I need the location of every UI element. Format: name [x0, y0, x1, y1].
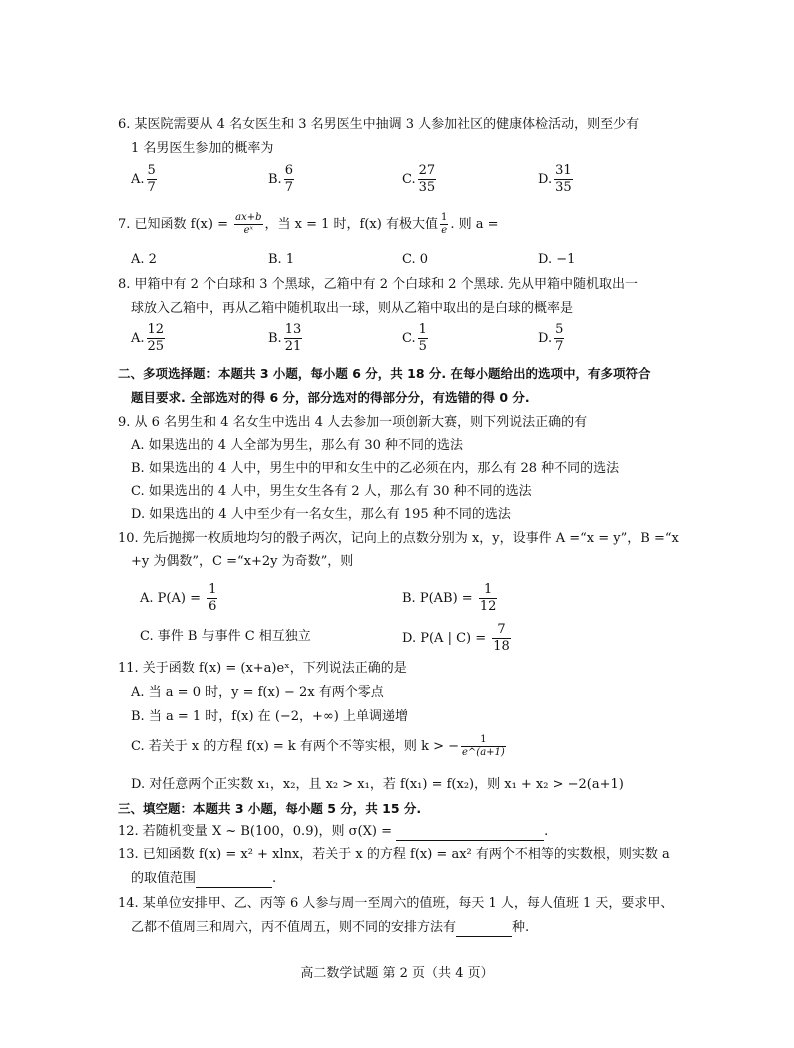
- fraction: [284, 163, 294, 196]
- fraction: [207, 582, 217, 615]
- q13-stem-line2: [131, 870, 276, 888]
- q6-option-c: [402, 163, 438, 196]
- option-label: C.: [402, 172, 416, 187]
- fraction: [492, 622, 511, 655]
- q14-end: 种.: [512, 920, 530, 935]
- fraction-numerator: 1: [208, 582, 217, 597]
- fraction: [147, 322, 166, 355]
- section3-header: 三、填空题：本题共 3 小题，每小题 5 分，共 15 分.: [118, 801, 422, 816]
- q13-text: 的取值范围: [131, 871, 197, 886]
- q9-option-b: B. 如果选出的 4 人中，男生中的甲和女生中的乙必须在内，那么有 28 种不同的选法: [131, 461, 620, 476]
- page-footer: 高二数学试题 第 2 页（共 4 页）: [300, 966, 494, 981]
- q10-option-b: [402, 582, 499, 615]
- q11-stem: 11. 关于函数 f(x) = (x+a)eˣ，下列说法正确的是: [118, 661, 407, 676]
- fraction-denominator: 6: [208, 599, 217, 614]
- q8-option-b: [268, 322, 304, 355]
- q7-option-c: C. 0: [402, 252, 429, 267]
- fraction-denominator: 7: [555, 339, 564, 354]
- option-label: A. P(A) =: [140, 591, 206, 606]
- q9-option-d: D. 如果选出的 4 人中至少有一名女生，那么有 195 种不同的选法: [131, 507, 511, 522]
- fraction: [418, 163, 437, 196]
- q10-stem-line1: 10. 先后抛掷一枚质地均匀的骰子两次，记向上的点数分别为 x，y，设事件 A =“x = y”，B =“x: [118, 531, 679, 546]
- q11-option-a: A. 当 a = 0 时，y = f(x) − 2x 有两个零点: [131, 685, 384, 700]
- q10-option-a: [140, 582, 219, 615]
- q9-stem: 9. 从 6 名男生和 4 名女生中选出 4 人去参加一项创新大赛，则下列说法正确的有: [118, 415, 588, 430]
- fraction-numerator: 7: [497, 622, 506, 637]
- fraction-numerator: 1: [480, 734, 487, 745]
- fraction-numerator: 1: [440, 212, 448, 223]
- fraction-denominator: eˣ: [234, 224, 262, 237]
- fraction: [440, 212, 448, 237]
- fraction: [234, 212, 262, 237]
- fraction-denominator: e: [441, 225, 448, 236]
- q8-stem-line1: 8. 甲箱中有 2 个白球和 3 个黑球，乙箱中有 2 个白球和 2 个黑球. 先从甲箱中随机取出一: [118, 277, 638, 292]
- fraction: [147, 163, 157, 196]
- fraction-denominator: 7: [284, 180, 293, 195]
- q7-prefix: 7. 已知函数 f(x) =: [118, 217, 233, 232]
- q7-middle: ，当 x = 1 时，f(x) 有极大值: [264, 217, 438, 232]
- fraction-numerator: 5: [147, 163, 156, 178]
- q7-stem: [118, 212, 499, 237]
- fraction-denominator: 35: [418, 180, 436, 195]
- option-label: B. P(AB) =: [402, 591, 477, 606]
- q14-stem-line1: 14. 某单位安排甲、乙、丙等 6 人参与周一至周六的值班，每天 1 人，每人值班 1 天，要求甲、: [118, 896, 674, 911]
- fraction: [554, 163, 573, 196]
- option-text: C. 若关于 x 的方程 f(x) = k 有两个不等实根，则 k > −: [131, 739, 459, 754]
- q6-option-a: [131, 163, 159, 196]
- q7-suffix: . 则 a =: [450, 217, 499, 232]
- fraction-numerator: 31: [555, 163, 572, 178]
- q11-option-d: D. 对任意两个正实数 x₁，x₂，且 x₂ > x₁，若 f(x₁) = f(x₂)，则 x₁ + x₂ > −2(a+1): [131, 777, 624, 792]
- fraction-numerator: 12: [147, 322, 165, 337]
- fraction: [461, 734, 506, 759]
- q12-text: 12. 若随机变量 X ~ B(100，0.9)，则 σ(X) =: [118, 824, 392, 839]
- fraction-numerator: 27: [418, 163, 436, 178]
- fraction-numerator: 6: [284, 163, 293, 178]
- q11-option-c: [131, 734, 508, 759]
- q7-option-a: A. 2: [131, 252, 157, 267]
- q13-stem-line1: 13. 已知函数 f(x) = x² + xlnx，若关于 x 的方程 f(x) = ax² 有两个不相等的实数根，则实数 a: [118, 847, 670, 862]
- q8-stem-line2: 球放入乙箱中，再从乙箱中随机取出一球，则从乙箱中取出的是白球的概率是: [131, 301, 574, 316]
- section2-header-line1: 二、多项选择题：本题共 3 小题，每小题 6 分，共 18 分. 在每小题给出的选项中，有多项符合: [118, 366, 651, 381]
- fraction-denominator: e^(a+1): [462, 747, 505, 758]
- fraction-denominator: 21: [284, 339, 302, 354]
- section2-header-line2: 题目要求. 全部选对的得 6 分，部分选对的得部分分，有选错的得 0 分.: [131, 390, 530, 405]
- fraction: [554, 322, 564, 355]
- q6-stem-line2: 1 名男医生参加的概率为: [131, 141, 274, 156]
- q8-option-d: [538, 322, 566, 355]
- fraction-denominator: 12: [479, 599, 497, 614]
- answer-blank[interactable]: [196, 873, 272, 888]
- q10-option-d: [402, 622, 513, 655]
- option-label: A.: [131, 172, 145, 187]
- option-label: B.: [268, 172, 282, 187]
- q7-option-b: B. 1: [268, 252, 295, 267]
- fraction-numerator: 5: [555, 322, 564, 337]
- option-label: D.: [538, 172, 553, 187]
- option-label: D.: [538, 331, 553, 346]
- q14-text: 乙都不值周三和周六，丙不值周五，则不同的安排方法有: [131, 920, 457, 935]
- option-label: A.: [131, 331, 145, 346]
- option-label: C.: [402, 331, 416, 346]
- fraction: [284, 322, 303, 355]
- answer-blank[interactable]: [456, 922, 512, 937]
- q10-stem-line2: +y 为偶数”，C =“x+2y 为奇数”，则: [131, 554, 354, 569]
- q7-option-d: D. −1: [538, 252, 576, 267]
- q13-end: .: [272, 871, 277, 886]
- fraction: [418, 322, 428, 355]
- q10-option-c: C. 事件 B 与事件 C 相互独立: [140, 629, 311, 644]
- q8-option-c: [402, 322, 430, 355]
- q9-option-a: A. 如果选出的 4 人全部为男生，那么有 30 种不同的选法: [131, 438, 463, 453]
- fraction-numerator: ax+b: [235, 212, 262, 223]
- fraction-denominator: 5: [418, 339, 427, 354]
- fraction: [479, 582, 498, 615]
- q6-stem-line1: 6. 某医院需要从 4 名女医生和 3 名男医生中抽调 3 人参加社区的健康体检活动，则至少有: [118, 117, 640, 132]
- fraction-numerator: 1: [483, 582, 493, 597]
- q6-option-b: [268, 163, 296, 196]
- q14-stem-line2: [131, 919, 529, 937]
- q11-option-b: B. 当 a = 1 时，f(x) 在 (−2，+∞) 上单调递增: [131, 709, 408, 724]
- option-label: B.: [268, 331, 282, 346]
- fraction-denominator: 18: [493, 639, 510, 654]
- fraction-denominator: 35: [555, 180, 572, 195]
- option-label: D. P(A | C) =: [402, 631, 491, 646]
- q8-option-a: [131, 322, 167, 355]
- answer-blank[interactable]: [396, 826, 544, 841]
- fraction-numerator: 1: [418, 322, 427, 337]
- q6-option-d: [538, 163, 575, 196]
- q12-end: .: [544, 824, 549, 839]
- fraction-numerator: 13: [284, 322, 302, 337]
- fraction-denominator: 25: [147, 339, 165, 354]
- q12-stem: [118, 823, 548, 841]
- fraction-denominator: 7: [147, 180, 156, 195]
- q9-option-c: C. 如果选出的 4 人中，男生女生各有 2 人，那么有 30 种不同的选法: [131, 484, 532, 499]
